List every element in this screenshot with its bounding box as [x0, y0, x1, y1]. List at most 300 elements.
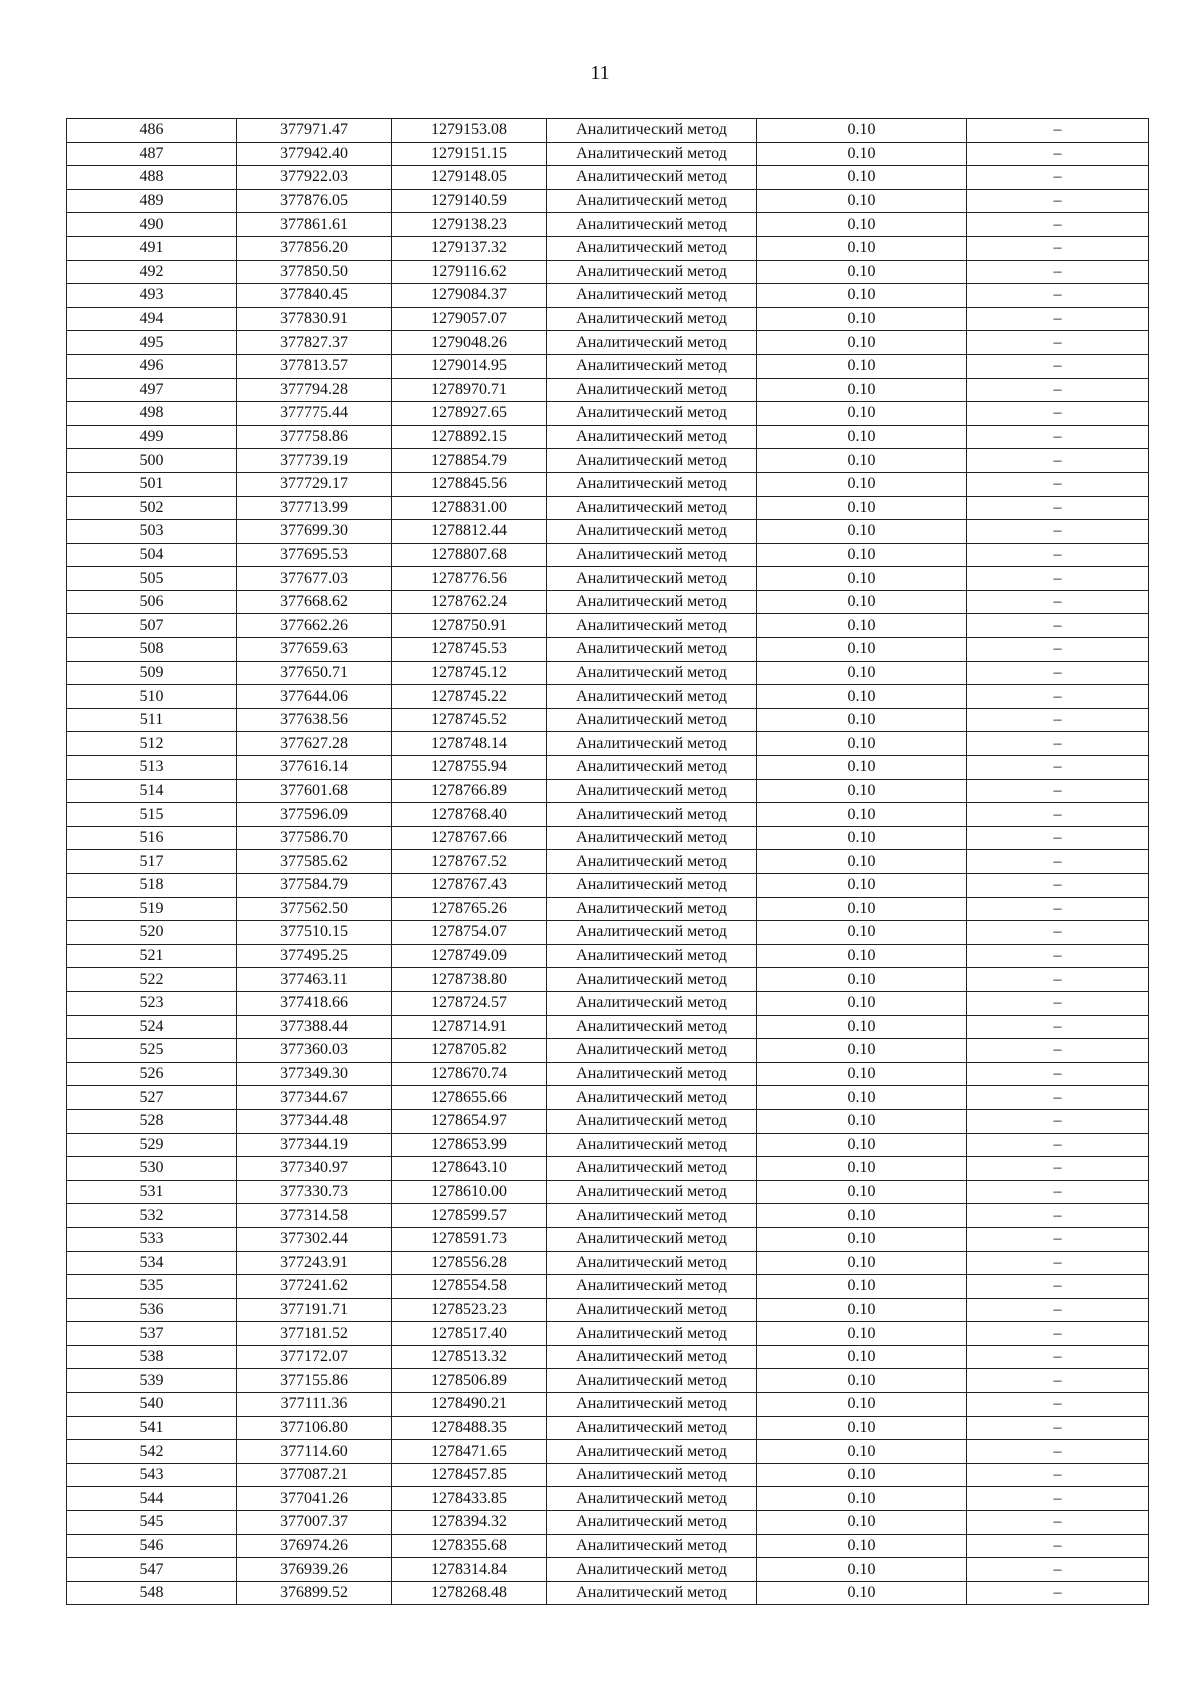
- x-coordinate-cell: 377314.58: [237, 1204, 392, 1228]
- point-number-cell: 511: [67, 708, 237, 732]
- x-coordinate-cell: 377861.61: [237, 213, 392, 237]
- table-row: [67, 897, 1149, 921]
- method-cell: Аналитический метод: [547, 756, 757, 780]
- method-cell: Аналитический метод: [547, 1463, 757, 1487]
- note-cell: –: [967, 1204, 1149, 1228]
- table-row: [67, 520, 1149, 544]
- x-coordinate-cell: 377662.26: [237, 614, 392, 638]
- x-coordinate-cell: 377106.80: [237, 1416, 392, 1440]
- x-coordinate-cell: 377850.50: [237, 260, 392, 284]
- x-coordinate-cell: 377616.14: [237, 756, 392, 780]
- y-coordinate-cell: 1278745.22: [392, 685, 547, 709]
- table-row: [67, 1345, 1149, 1369]
- accuracy-cell: 0.10: [757, 449, 967, 473]
- point-number-cell: 508: [67, 638, 237, 662]
- point-number-cell: 541: [67, 1416, 237, 1440]
- table-row: [67, 1463, 1149, 1487]
- note-cell: –: [967, 874, 1149, 898]
- accuracy-cell: 0.10: [757, 520, 967, 544]
- note-cell: –: [967, 1180, 1149, 1204]
- accuracy-cell: 0.10: [757, 638, 967, 662]
- x-coordinate-cell: 377739.19: [237, 449, 392, 473]
- table-row: [67, 378, 1149, 402]
- point-number-cell: 487: [67, 142, 237, 166]
- y-coordinate-cell: 1278745.53: [392, 638, 547, 662]
- table-row: [67, 1015, 1149, 1039]
- method-cell: Аналитический метод: [547, 944, 757, 968]
- y-coordinate-cell: 1278457.85: [392, 1463, 547, 1487]
- x-coordinate-cell: 377041.26: [237, 1487, 392, 1511]
- method-cell: Аналитический метод: [547, 378, 757, 402]
- point-number-cell: 547: [67, 1558, 237, 1582]
- table-row: [67, 543, 1149, 567]
- y-coordinate-cell: 1278766.89: [392, 779, 547, 803]
- x-coordinate-cell: 377360.03: [237, 1039, 392, 1063]
- point-number-cell: 507: [67, 614, 237, 638]
- table-row: [67, 779, 1149, 803]
- note-cell: –: [967, 402, 1149, 426]
- note-cell: –: [967, 284, 1149, 308]
- note-cell: –: [967, 1463, 1149, 1487]
- y-coordinate-cell: 1278610.00: [392, 1180, 547, 1204]
- method-cell: Аналитический метод: [547, 354, 757, 378]
- table-row: [67, 968, 1149, 992]
- table-row: [67, 614, 1149, 638]
- table-row: [67, 1086, 1149, 1110]
- point-number-cell: 522: [67, 968, 237, 992]
- x-coordinate-cell: 377729.17: [237, 472, 392, 496]
- method-cell: Аналитический метод: [547, 638, 757, 662]
- table-row: [67, 236, 1149, 260]
- method-cell: Аналитический метод: [547, 1227, 757, 1251]
- accuracy-cell: 0.10: [757, 1015, 967, 1039]
- point-number-cell: 519: [67, 897, 237, 921]
- point-number-cell: 488: [67, 166, 237, 190]
- table-row: [67, 1109, 1149, 1133]
- method-cell: Аналитический метод: [547, 189, 757, 213]
- accuracy-cell: 0.10: [757, 897, 967, 921]
- accuracy-cell: 0.10: [757, 189, 967, 213]
- y-coordinate-cell: 1278892.15: [392, 425, 547, 449]
- x-coordinate-cell: 377344.19: [237, 1133, 392, 1157]
- y-coordinate-cell: 1278705.82: [392, 1039, 547, 1063]
- y-coordinate-cell: 1278724.57: [392, 991, 547, 1015]
- note-cell: –: [967, 1440, 1149, 1464]
- accuracy-cell: 0.10: [757, 567, 967, 591]
- y-coordinate-cell: 1278654.97: [392, 1109, 547, 1133]
- x-coordinate-cell: 377340.97: [237, 1157, 392, 1181]
- accuracy-cell: 0.10: [757, 1298, 967, 1322]
- point-number-cell: 526: [67, 1062, 237, 1086]
- table-row: [67, 567, 1149, 591]
- note-cell: –: [967, 921, 1149, 945]
- y-coordinate-cell: 1278854.79: [392, 449, 547, 473]
- note-cell: –: [967, 638, 1149, 662]
- point-number-cell: 548: [67, 1581, 237, 1605]
- x-coordinate-cell: 377650.71: [237, 661, 392, 685]
- y-coordinate-cell: 1278927.65: [392, 402, 547, 426]
- note-cell: –: [967, 1393, 1149, 1417]
- method-cell: Аналитический метод: [547, 307, 757, 331]
- point-number-cell: 492: [67, 260, 237, 284]
- table-row: [67, 402, 1149, 426]
- y-coordinate-cell: 1278556.28: [392, 1251, 547, 1275]
- note-cell: –: [967, 803, 1149, 827]
- y-coordinate-cell: 1278750.91: [392, 614, 547, 638]
- accuracy-cell: 0.10: [757, 307, 967, 331]
- method-cell: Аналитический метод: [547, 874, 757, 898]
- table-row: [67, 166, 1149, 190]
- table-row: [67, 921, 1149, 945]
- accuracy-cell: 0.10: [757, 991, 967, 1015]
- x-coordinate-cell: 377638.56: [237, 708, 392, 732]
- x-coordinate-cell: 377330.73: [237, 1180, 392, 1204]
- x-coordinate-cell: 377111.36: [237, 1393, 392, 1417]
- note-cell: –: [967, 944, 1149, 968]
- x-coordinate-cell: 377562.50: [237, 897, 392, 921]
- y-coordinate-cell: 1278517.40: [392, 1322, 547, 1346]
- accuracy-cell: 0.10: [757, 260, 967, 284]
- accuracy-cell: 0.10: [757, 119, 967, 143]
- note-cell: –: [967, 1275, 1149, 1299]
- method-cell: Аналитический метод: [547, 331, 757, 355]
- y-coordinate-cell: 1278745.52: [392, 708, 547, 732]
- point-number-cell: 515: [67, 803, 237, 827]
- x-coordinate-cell: 377775.44: [237, 402, 392, 426]
- method-cell: Аналитический метод: [547, 166, 757, 190]
- point-number-cell: 537: [67, 1322, 237, 1346]
- table-row: [67, 1157, 1149, 1181]
- method-cell: Аналитический метод: [547, 685, 757, 709]
- y-coordinate-cell: 1279151.15: [392, 142, 547, 166]
- accuracy-cell: 0.10: [757, 685, 967, 709]
- table-row: [67, 850, 1149, 874]
- method-cell: Аналитический метод: [547, 1180, 757, 1204]
- x-coordinate-cell: 377155.86: [237, 1369, 392, 1393]
- method-cell: Аналитический метод: [547, 614, 757, 638]
- x-coordinate-cell: 377794.28: [237, 378, 392, 402]
- x-coordinate-cell: 376974.26: [237, 1534, 392, 1558]
- point-number-cell: 531: [67, 1180, 237, 1204]
- y-coordinate-cell: 1278812.44: [392, 520, 547, 544]
- table-row: [67, 1440, 1149, 1464]
- method-cell: Аналитический метод: [547, 1251, 757, 1275]
- table-row: [67, 1180, 1149, 1204]
- accuracy-cell: 0.10: [757, 496, 967, 520]
- note-cell: –: [967, 1581, 1149, 1605]
- note-cell: –: [967, 1369, 1149, 1393]
- y-coordinate-cell: 1278670.74: [392, 1062, 547, 1086]
- y-coordinate-cell: 1279048.26: [392, 331, 547, 355]
- accuracy-cell: 0.10: [757, 1062, 967, 1086]
- y-coordinate-cell: 1278643.10: [392, 1157, 547, 1181]
- x-coordinate-cell: 377922.03: [237, 166, 392, 190]
- x-coordinate-cell: 377644.06: [237, 685, 392, 709]
- method-cell: Аналитический метод: [547, 1275, 757, 1299]
- note-cell: –: [967, 449, 1149, 473]
- method-cell: Аналитический метод: [547, 284, 757, 308]
- point-number-cell: 500: [67, 449, 237, 473]
- x-coordinate-cell: 377087.21: [237, 1463, 392, 1487]
- accuracy-cell: 0.10: [757, 1463, 967, 1487]
- method-cell: Аналитический метод: [547, 590, 757, 614]
- method-cell: Аналитический метод: [547, 1298, 757, 1322]
- note-cell: –: [967, 1345, 1149, 1369]
- accuracy-cell: 0.10: [757, 944, 967, 968]
- point-number-cell: 528: [67, 1109, 237, 1133]
- method-cell: Аналитический метод: [547, 661, 757, 685]
- method-cell: Аналитический метод: [547, 779, 757, 803]
- note-cell: –: [967, 1298, 1149, 1322]
- y-coordinate-cell: 1278355.68: [392, 1534, 547, 1558]
- note-cell: –: [967, 1086, 1149, 1110]
- y-coordinate-cell: 1278506.89: [392, 1369, 547, 1393]
- accuracy-cell: 0.10: [757, 779, 967, 803]
- method-cell: Аналитический метод: [547, 708, 757, 732]
- accuracy-cell: 0.10: [757, 1109, 967, 1133]
- x-coordinate-cell: 377510.15: [237, 921, 392, 945]
- y-coordinate-cell: 1278471.65: [392, 1440, 547, 1464]
- method-cell: Аналитический метод: [547, 921, 757, 945]
- x-coordinate-cell: 377463.11: [237, 968, 392, 992]
- note-cell: –: [967, 567, 1149, 591]
- point-number-cell: 524: [67, 1015, 237, 1039]
- table-row: [67, 685, 1149, 709]
- note-cell: –: [967, 307, 1149, 331]
- point-number-cell: 533: [67, 1227, 237, 1251]
- method-cell: Аналитический метод: [547, 449, 757, 473]
- method-cell: Аналитический метод: [547, 1393, 757, 1417]
- x-coordinate-cell: 377586.70: [237, 826, 392, 850]
- point-number-cell: 491: [67, 236, 237, 260]
- note-cell: –: [967, 756, 1149, 780]
- method-cell: Аналитический метод: [547, 1345, 757, 1369]
- accuracy-cell: 0.10: [757, 756, 967, 780]
- note-cell: –: [967, 496, 1149, 520]
- method-cell: Аналитический метод: [547, 142, 757, 166]
- method-cell: Аналитический метод: [547, 520, 757, 544]
- y-coordinate-cell: 1279084.37: [392, 284, 547, 308]
- method-cell: Аналитический метод: [547, 968, 757, 992]
- x-coordinate-cell: 377114.60: [237, 1440, 392, 1464]
- y-coordinate-cell: 1279116.62: [392, 260, 547, 284]
- table-row: [67, 661, 1149, 685]
- y-coordinate-cell: 1278655.66: [392, 1086, 547, 1110]
- point-number-cell: 517: [67, 850, 237, 874]
- x-coordinate-cell: 377830.91: [237, 307, 392, 331]
- method-cell: Аналитический метод: [547, 567, 757, 591]
- note-cell: –: [967, 897, 1149, 921]
- y-coordinate-cell: 1278749.09: [392, 944, 547, 968]
- accuracy-cell: 0.10: [757, 1345, 967, 1369]
- method-cell: Аналитический метод: [547, 826, 757, 850]
- note-cell: –: [967, 331, 1149, 355]
- point-number-cell: 498: [67, 402, 237, 426]
- table-row: [67, 991, 1149, 1015]
- method-cell: Аналитический метод: [547, 402, 757, 426]
- method-cell: Аналитический метод: [547, 1369, 757, 1393]
- x-coordinate-cell: 377418.66: [237, 991, 392, 1015]
- x-coordinate-cell: 377344.67: [237, 1086, 392, 1110]
- table-row: [67, 354, 1149, 378]
- table-row: [67, 1227, 1149, 1251]
- y-coordinate-cell: 1278490.21: [392, 1393, 547, 1417]
- point-number-cell: 512: [67, 732, 237, 756]
- x-coordinate-cell: 377827.37: [237, 331, 392, 355]
- y-coordinate-cell: 1278767.43: [392, 874, 547, 898]
- point-number-cell: 539: [67, 1369, 237, 1393]
- table-row: [67, 638, 1149, 662]
- accuracy-cell: 0.10: [757, 1393, 967, 1417]
- y-coordinate-cell: 1278765.26: [392, 897, 547, 921]
- point-number-cell: 514: [67, 779, 237, 803]
- accuracy-cell: 0.10: [757, 236, 967, 260]
- note-cell: –: [967, 1251, 1149, 1275]
- accuracy-cell: 0.10: [757, 1416, 967, 1440]
- accuracy-cell: 0.10: [757, 1275, 967, 1299]
- y-coordinate-cell: 1278754.07: [392, 921, 547, 945]
- table-row: [67, 472, 1149, 496]
- table-row: [67, 189, 1149, 213]
- note-cell: –: [967, 1227, 1149, 1251]
- note-cell: –: [967, 1015, 1149, 1039]
- table-row: [67, 1251, 1149, 1275]
- method-cell: Аналитический метод: [547, 1511, 757, 1535]
- point-number-cell: 529: [67, 1133, 237, 1157]
- accuracy-cell: 0.10: [757, 1251, 967, 1275]
- y-coordinate-cell: 1278394.32: [392, 1511, 547, 1535]
- point-number-cell: 510: [67, 685, 237, 709]
- accuracy-cell: 0.10: [757, 1369, 967, 1393]
- accuracy-cell: 0.10: [757, 1440, 967, 1464]
- x-coordinate-cell: 376899.52: [237, 1581, 392, 1605]
- method-cell: Аналитический метод: [547, 1440, 757, 1464]
- y-coordinate-cell: 1278314.84: [392, 1558, 547, 1582]
- y-coordinate-cell: 1278776.56: [392, 567, 547, 591]
- method-cell: Аналитический метод: [547, 1015, 757, 1039]
- table-row: [67, 449, 1149, 473]
- point-number-cell: 503: [67, 520, 237, 544]
- accuracy-cell: 0.10: [757, 1204, 967, 1228]
- x-coordinate-cell: 377302.44: [237, 1227, 392, 1251]
- table-row: [67, 1298, 1149, 1322]
- table-row: [67, 826, 1149, 850]
- accuracy-cell: 0.10: [757, 826, 967, 850]
- x-coordinate-cell: 377695.53: [237, 543, 392, 567]
- point-number-cell: 493: [67, 284, 237, 308]
- method-cell: Аналитический метод: [547, 803, 757, 827]
- table-row: [67, 944, 1149, 968]
- table-row: [67, 1558, 1149, 1582]
- method-cell: Аналитический метод: [547, 1157, 757, 1181]
- y-coordinate-cell: 1278513.32: [392, 1345, 547, 1369]
- table-row: [67, 142, 1149, 166]
- coordinates-table-body: [67, 119, 1149, 1605]
- x-coordinate-cell: 377699.30: [237, 520, 392, 544]
- x-coordinate-cell: 376939.26: [237, 1558, 392, 1582]
- x-coordinate-cell: 377495.25: [237, 944, 392, 968]
- accuracy-cell: 0.10: [757, 850, 967, 874]
- accuracy-cell: 0.10: [757, 1322, 967, 1346]
- note-cell: –: [967, 1558, 1149, 1582]
- note-cell: –: [967, 166, 1149, 190]
- method-cell: Аналитический метод: [547, 1581, 757, 1605]
- accuracy-cell: 0.10: [757, 166, 967, 190]
- method-cell: Аналитический метод: [547, 1086, 757, 1110]
- table-row: [67, 1487, 1149, 1511]
- point-number-cell: 521: [67, 944, 237, 968]
- point-number-cell: 504: [67, 543, 237, 567]
- note-cell: –: [967, 1322, 1149, 1346]
- table-row: [67, 1511, 1149, 1535]
- accuracy-cell: 0.10: [757, 1534, 967, 1558]
- point-number-cell: 496: [67, 354, 237, 378]
- point-number-cell: 532: [67, 1204, 237, 1228]
- accuracy-cell: 0.10: [757, 874, 967, 898]
- coordinates-table: [66, 118, 1149, 1605]
- point-number-cell: 543: [67, 1463, 237, 1487]
- note-cell: –: [967, 236, 1149, 260]
- point-number-cell: 489: [67, 189, 237, 213]
- accuracy-cell: 0.10: [757, 354, 967, 378]
- point-number-cell: 486: [67, 119, 237, 143]
- y-coordinate-cell: 1278268.48: [392, 1581, 547, 1605]
- y-coordinate-cell: 1278762.24: [392, 590, 547, 614]
- note-cell: –: [967, 472, 1149, 496]
- y-coordinate-cell: 1278767.52: [392, 850, 547, 874]
- y-coordinate-cell: 1278599.57: [392, 1204, 547, 1228]
- method-cell: Аналитический метод: [547, 119, 757, 143]
- y-coordinate-cell: 1278831.00: [392, 496, 547, 520]
- note-cell: –: [967, 826, 1149, 850]
- method-cell: Аналитический метод: [547, 991, 757, 1015]
- note-cell: –: [967, 1109, 1149, 1133]
- accuracy-cell: 0.10: [757, 732, 967, 756]
- y-coordinate-cell: 1279014.95: [392, 354, 547, 378]
- point-number-cell: 516: [67, 826, 237, 850]
- table-row: [67, 284, 1149, 308]
- table-row: [67, 213, 1149, 237]
- y-coordinate-cell: 1279140.59: [392, 189, 547, 213]
- x-coordinate-cell: 377191.71: [237, 1298, 392, 1322]
- accuracy-cell: 0.10: [757, 213, 967, 237]
- method-cell: Аналитический метод: [547, 1133, 757, 1157]
- note-cell: –: [967, 991, 1149, 1015]
- x-coordinate-cell: 377758.86: [237, 425, 392, 449]
- method-cell: Аналитический метод: [547, 1487, 757, 1511]
- y-coordinate-cell: 1278768.40: [392, 803, 547, 827]
- method-cell: Аналитический метод: [547, 732, 757, 756]
- note-cell: –: [967, 189, 1149, 213]
- note-cell: –: [967, 425, 1149, 449]
- point-number-cell: 501: [67, 472, 237, 496]
- table-row: [67, 1534, 1149, 1558]
- point-number-cell: 513: [67, 756, 237, 780]
- table-row: [67, 1062, 1149, 1086]
- table-row: [67, 1581, 1149, 1605]
- table-row: [67, 1369, 1149, 1393]
- table-row: [67, 708, 1149, 732]
- accuracy-cell: 0.10: [757, 142, 967, 166]
- table-row: [67, 307, 1149, 331]
- method-cell: Аналитический метод: [547, 1322, 757, 1346]
- accuracy-cell: 0.10: [757, 402, 967, 426]
- table-row: [67, 1393, 1149, 1417]
- y-coordinate-cell: 1278523.23: [392, 1298, 547, 1322]
- x-coordinate-cell: 377942.40: [237, 142, 392, 166]
- note-cell: –: [967, 614, 1149, 638]
- note-cell: –: [967, 213, 1149, 237]
